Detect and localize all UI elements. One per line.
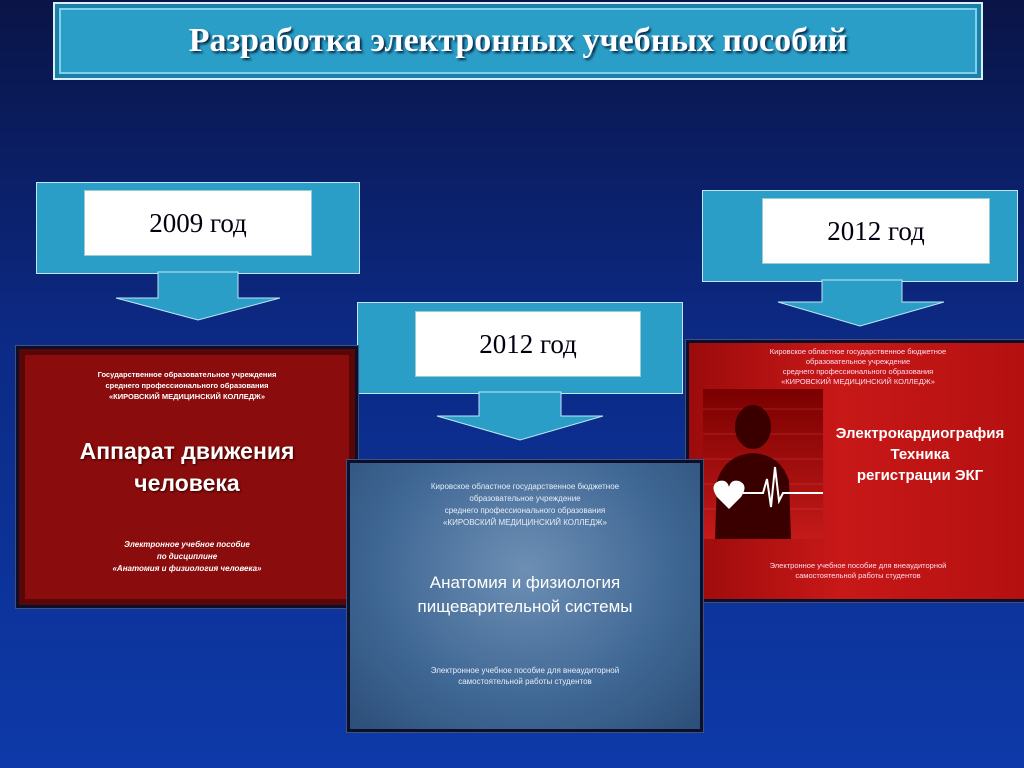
- slide-subtitle: Электронное учебное пособие для внеаудиторной самостоятельной работы студентов: [430, 666, 620, 686]
- year-label: 2012 год: [762, 198, 990, 264]
- year-label: 2012 год: [415, 311, 641, 377]
- slide-subtitle: Электронное учебное пособие по дисциплине «Анатомия и физиология человека»: [112, 540, 262, 573]
- page-title: Разработка электронных учебных пособий: [188, 22, 848, 59]
- slide-title: Аппарат движения человека: [79, 438, 295, 496]
- heart-ecg-icon: [703, 389, 823, 539]
- slide-thumbnail-digestion: [347, 460, 703, 732]
- year-label: 2009 год: [84, 190, 312, 256]
- title-banner: [53, 2, 983, 80]
- slide-org: Кировское областное государственное бюджетное образовательное учреждение среднего профессионального образования «КИРОВСКИЙ МЕДИЦИНСКИЙ КОЛЛЕДЖ»: [430, 482, 620, 527]
- slide-thumbnail-ecg: [686, 340, 1024, 602]
- callout-2012-right: [702, 190, 1018, 330]
- slide-org: Кировское областное государственное бюджетное образовательное учреждение среднего профессионального образования «КИРОВСКИЙ МЕДИЦИНСКИЙ КОЛЛЕДЖ»: [769, 347, 947, 386]
- callout-2012-middle: [357, 302, 683, 442]
- slide-thumbnail-movement: [16, 346, 358, 608]
- slide-subtitle: Электронное учебное пособие для внеаудиторной самостоятельной работы студентов: [769, 561, 947, 580]
- callout-2009: [36, 182, 360, 322]
- slide-title: Анатомия и физиология пищеварительной системы: [417, 573, 633, 616]
- slide-org: Государственное образовательное учреждения среднего профессионального образования «КИРОВСКИЙ МЕДИЦИНСКИЙ КОЛЛЕДЖ»: [97, 370, 277, 401]
- slide-title: Электрокардиография Техника регистрации ЭКГ: [835, 425, 1005, 484]
